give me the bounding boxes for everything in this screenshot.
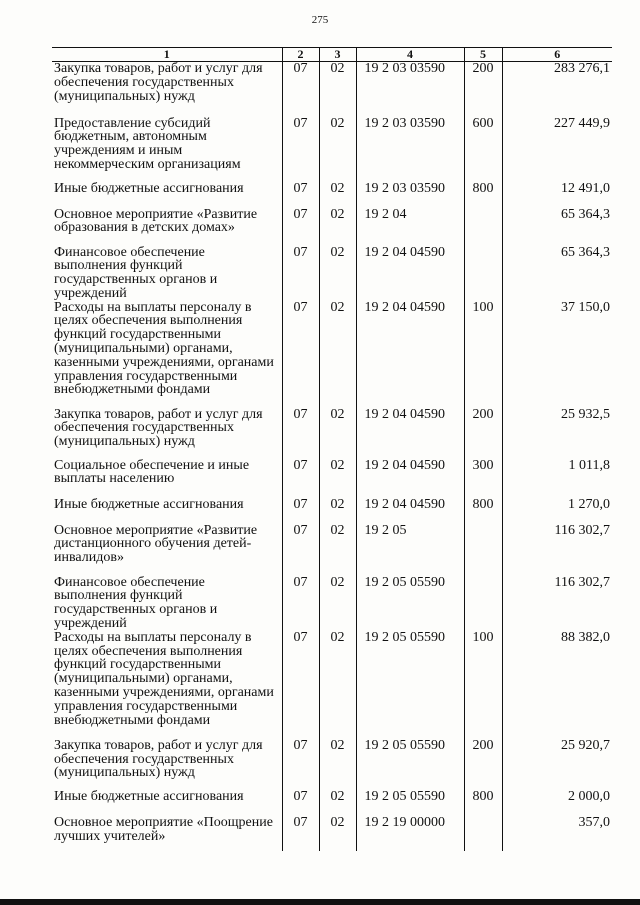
table-row <box>52 408 612 459</box>
cell-amount: 12 491,0 <box>502 182 612 208</box>
header-col-5: 5 <box>464 48 502 62</box>
cell-expense-type: 100 <box>464 631 502 739</box>
cell-expense-type <box>464 816 502 851</box>
cell-expense-type <box>464 524 502 576</box>
cell-description: Финансовое обеспечение выполнения функций государственных органов и учреждений <box>54 244 218 301</box>
cell-subsection: 02 <box>319 739 356 790</box>
cell-target-article: 19 2 05 <box>356 524 464 576</box>
cell-section: 07 <box>282 62 319 117</box>
cell-subsection: 02 <box>319 790 356 816</box>
cell-section: 07 <box>282 739 319 790</box>
table-row <box>52 301 612 408</box>
cell-amount: 25 920,7 <box>502 739 612 790</box>
cell-section: 07 <box>282 301 319 408</box>
cell-expense-type: 200 <box>464 408 502 459</box>
header-col-1: 1 <box>52 48 282 62</box>
cell-target-article: 19 2 05 05590 <box>356 576 464 631</box>
table-header <box>52 48 612 62</box>
cell-target-article: 19 2 05 05590 <box>356 790 464 816</box>
cell-subsection: 02 <box>319 459 356 498</box>
cell-subsection: 02 <box>319 498 356 524</box>
cell-description: Основное мероприятие «Развитие дистанционного обучения детей-инвалидов» <box>54 522 258 566</box>
cell-target-article: 19 2 04 <box>356 208 464 246</box>
table-row <box>52 524 612 576</box>
cell-description: Расходы на выплаты персоналу в целях обеспечения выполнения функций государственными (муниципальными) органами, казенными учреждениями, органами управления государственными внебюджетными фондами <box>54 299 274 398</box>
cell-target-article: 19 2 04 04590 <box>356 408 464 459</box>
header-col-2: 2 <box>282 48 319 62</box>
cell-target-article: 19 2 03 03590 <box>356 182 464 208</box>
cell-section: 07 <box>282 816 319 851</box>
table-row <box>52 459 612 498</box>
cell-target-article: 19 2 04 04590 <box>356 459 464 498</box>
cell-description: Основное мероприятие «Поощрение лучших учителей» <box>54 814 273 844</box>
table-row <box>52 62 612 117</box>
table-row <box>52 246 612 301</box>
cell-target-article: 19 2 04 04590 <box>356 246 464 301</box>
cell-description: Иные бюджетные ассигнования <box>54 180 244 196</box>
cell-target-article: 19 2 03 03590 <box>356 62 464 117</box>
cell-subsection: 02 <box>319 182 356 208</box>
header-col-6: 6 <box>502 48 612 62</box>
cell-description: Иные бюджетные ассигнования <box>54 788 244 804</box>
cell-description: Предоставление субсидий бюджетным, автономным учреждениям и иным некоммерческим организациям <box>54 115 241 172</box>
table-row <box>52 576 612 631</box>
cell-expense-type: 800 <box>464 182 502 208</box>
cell-description: Финансовое обеспечение выполнения функций государственных органов и учреждений <box>54 574 218 632</box>
cell-target-article: 19 2 19 00000 <box>356 816 464 851</box>
cell-expense-type: 800 <box>464 790 502 816</box>
cell-amount: 357,0 <box>502 816 612 851</box>
cell-section: 07 <box>282 524 319 576</box>
scan-edge <box>0 899 640 905</box>
cell-amount: 65 364,3 <box>502 246 612 301</box>
cell-amount: 88 382,0 <box>502 631 612 739</box>
cell-amount: 283 276,1 <box>502 62 612 117</box>
cell-subsection: 02 <box>319 117 356 182</box>
cell-subsection: 02 <box>319 816 356 851</box>
cell-expense-type: 100 <box>464 301 502 408</box>
cell-expense-type: 300 <box>464 459 502 498</box>
table-row <box>52 208 612 246</box>
cell-section: 07 <box>282 117 319 182</box>
cell-subsection: 02 <box>319 62 356 117</box>
cell-section: 07 <box>282 790 319 816</box>
cell-amount: 116 302,7 <box>502 524 612 576</box>
cell-amount: 227 449,9 <box>502 117 612 182</box>
cell-target-article: 19 2 04 04590 <box>356 498 464 524</box>
cell-amount: 116 302,7 <box>502 576 612 631</box>
cell-section: 07 <box>282 182 319 208</box>
cell-subsection: 02 <box>319 576 356 631</box>
cell-expense-type <box>464 576 502 631</box>
cell-amount: 25 932,5 <box>502 408 612 459</box>
budget-table <box>52 47 612 851</box>
cell-target-article: 19 2 04 04590 <box>356 301 464 408</box>
cell-description: Закупка товаров, работ и услуг для обеспечения государственных (муниципальных) нужд <box>54 406 263 450</box>
table-row <box>52 182 612 208</box>
cell-section: 07 <box>282 498 319 524</box>
cell-description: Социальное обеспечение и иные выплаты населению <box>54 457 250 487</box>
table-row <box>52 117 612 182</box>
cell-expense-type: 200 <box>464 739 502 790</box>
cell-description: Расходы на выплаты персоналу в целях обеспечения выполнения функций государственными (муниципальными) органами, казенными учреждениями, органами управления государственными внебюджетными фондами <box>54 629 274 728</box>
table-row <box>52 739 612 790</box>
cell-amount: 2 000,0 <box>502 790 612 816</box>
cell-section: 07 <box>282 631 319 739</box>
cell-subsection: 02 <box>319 246 356 301</box>
cell-description: Закупка товаров, работ и услуг для обеспечения государственных (муниципальных) нужд <box>54 737 263 781</box>
cell-section: 07 <box>282 208 319 246</box>
cell-amount: 37 150,0 <box>502 301 612 408</box>
cell-expense-type <box>464 208 502 246</box>
cell-amount: 65 364,3 <box>502 208 612 246</box>
cell-section: 07 <box>282 576 319 631</box>
table-row <box>52 816 612 851</box>
cell-target-article: 19 2 05 05590 <box>356 631 464 739</box>
cell-subsection: 02 <box>319 408 356 459</box>
cell-target-article: 19 2 03 03590 <box>356 117 464 182</box>
cell-subsection: 02 <box>319 301 356 408</box>
cell-expense-type: 200 <box>464 62 502 117</box>
cell-amount: 1 011,8 <box>502 459 612 498</box>
cell-expense-type: 800 <box>464 498 502 524</box>
table-row <box>52 790 612 816</box>
table-body <box>52 62 612 851</box>
cell-subsection: 02 <box>319 631 356 739</box>
cell-subsection: 02 <box>319 524 356 576</box>
cell-section: 07 <box>282 246 319 301</box>
table-row <box>52 498 612 524</box>
cell-subsection: 02 <box>319 208 356 246</box>
cell-section: 07 <box>282 459 319 498</box>
table-row <box>52 631 612 739</box>
page-number: 275 <box>311 14 329 26</box>
cell-target-article: 19 2 05 05590 <box>356 739 464 790</box>
header-col-4: 4 <box>356 48 464 62</box>
header-col-3: 3 <box>319 48 356 62</box>
cell-amount: 1 270,0 <box>502 498 612 524</box>
cell-description: Закупка товаров, работ и услуг для обеспечения государственных (муниципальных) нужд <box>54 61 263 104</box>
cell-section: 07 <box>282 408 319 459</box>
cell-description: Иные бюджетные ассигнования <box>54 496 244 512</box>
cell-expense-type: 600 <box>464 117 502 182</box>
cell-expense-type <box>464 246 502 301</box>
cell-description: Основное мероприятие «Развитие образования в детских домах» <box>54 206 258 236</box>
